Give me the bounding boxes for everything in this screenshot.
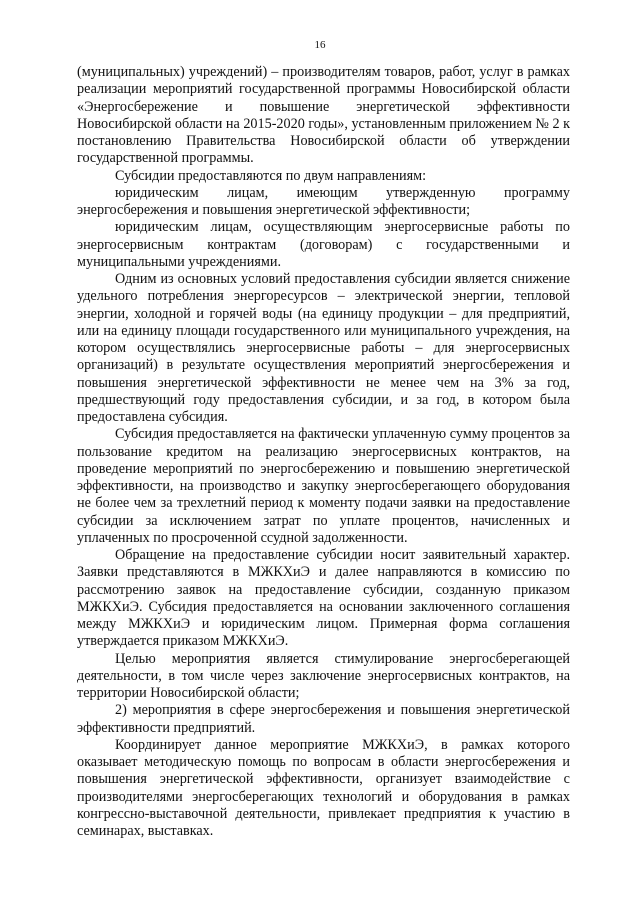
paragraph: Субсидия предоставляется на фактически уплаченную сумму процентов за пользование кредитом на реализацию энергосервисных контрактов, на проведение мероприятий по энергосбережению и повышению энергетической эффективности, на производство и закупку энергосберегающего оборудования не более чем за трехлетний период к моменту подачи заявки на предоставление субсидии за исключением затрат по уплате процентов, начисленных и уплаченных по просроченной ссудной задолженности.: [77, 426, 570, 546]
paragraph: Целью мероприятия является стимулирование энергосберегающей деятельности, в том числе через заключение энергосервисных контрактов, на территории Новосибирской области;: [77, 650, 570, 701]
paragraph: 2) мероприятия в сфере энергосбережения и повышения энергетической эффективности предприятий.: [77, 702, 570, 736]
paragraph: (муниципальных) учреждений) – производителям товаров, работ, услуг в рамках реализации мероприятий государственной программы Новосибирской области «Энергосбережение и повышение энергетической эффективности Новосибирской области на 2015-2020 годы», установленным приложением № 2 к постановлению Правительства Новосибирской области об утверждении государственной программы.: [77, 64, 570, 167]
paragraph: юридическим лицам, осуществляющим энергосервисные работы по энергосервисным контрактам (договорам) с государственными и муниципальными учреждениями.: [77, 219, 570, 270]
paragraph: Координирует данное мероприятие МЖКХиЭ, в рамках которого оказывает методическую помощь по вопросам в области энергосбережения и повышения энергетической эффективности, организует взаимодействие с производителями энергосберегающих технологий и оборудования в рамках конгрессно-выставочной деятельности, привлекает предприятия к участию в семинарах, выставках.: [77, 736, 570, 839]
paragraph: Обращение на предоставление субсидии носит заявительный характер. Заявки представляются в МЖКХиЭ и далее направляются в комиссию по рассмотрению заявок на предоставление субсидии, созданную приказом МЖКХиЭ. Субсидия предоставляется на основании заключенного соглашения между МЖКХиЭ и юридическим лицом. Примерная форма соглашения утверждается приказом МЖКХиЭ.: [77, 547, 570, 650]
paragraph: Одним из основных условий предоставления субсидии является снижение удельного потребления энергоресурсов – электрической энергии, тепловой энергии, холодной и горячей воды (на единицу продукции – для предприятий, или на единицу площади государственного или муниципального учреждения, на котором осуществлялись энергосервисные работы – для энергосервисных организаций) в результате осуществления мероприятий энергосбережения и повышения энергетической эффективности не менее чем на 3% за год, предшествующий году предоставления субсидии, и за год, в котором была предоставлена субсидия.: [77, 271, 570, 425]
paragraph: юридическим лицам, имеющим утвержденную программу энергосбережения и повышения энергетической эффективности;: [77, 184, 570, 218]
page-number: 16: [314, 39, 326, 51]
paragraph: Субсидии предоставляются по двум направлениям:: [115, 167, 427, 184]
document-body: [77, 64, 570, 840]
